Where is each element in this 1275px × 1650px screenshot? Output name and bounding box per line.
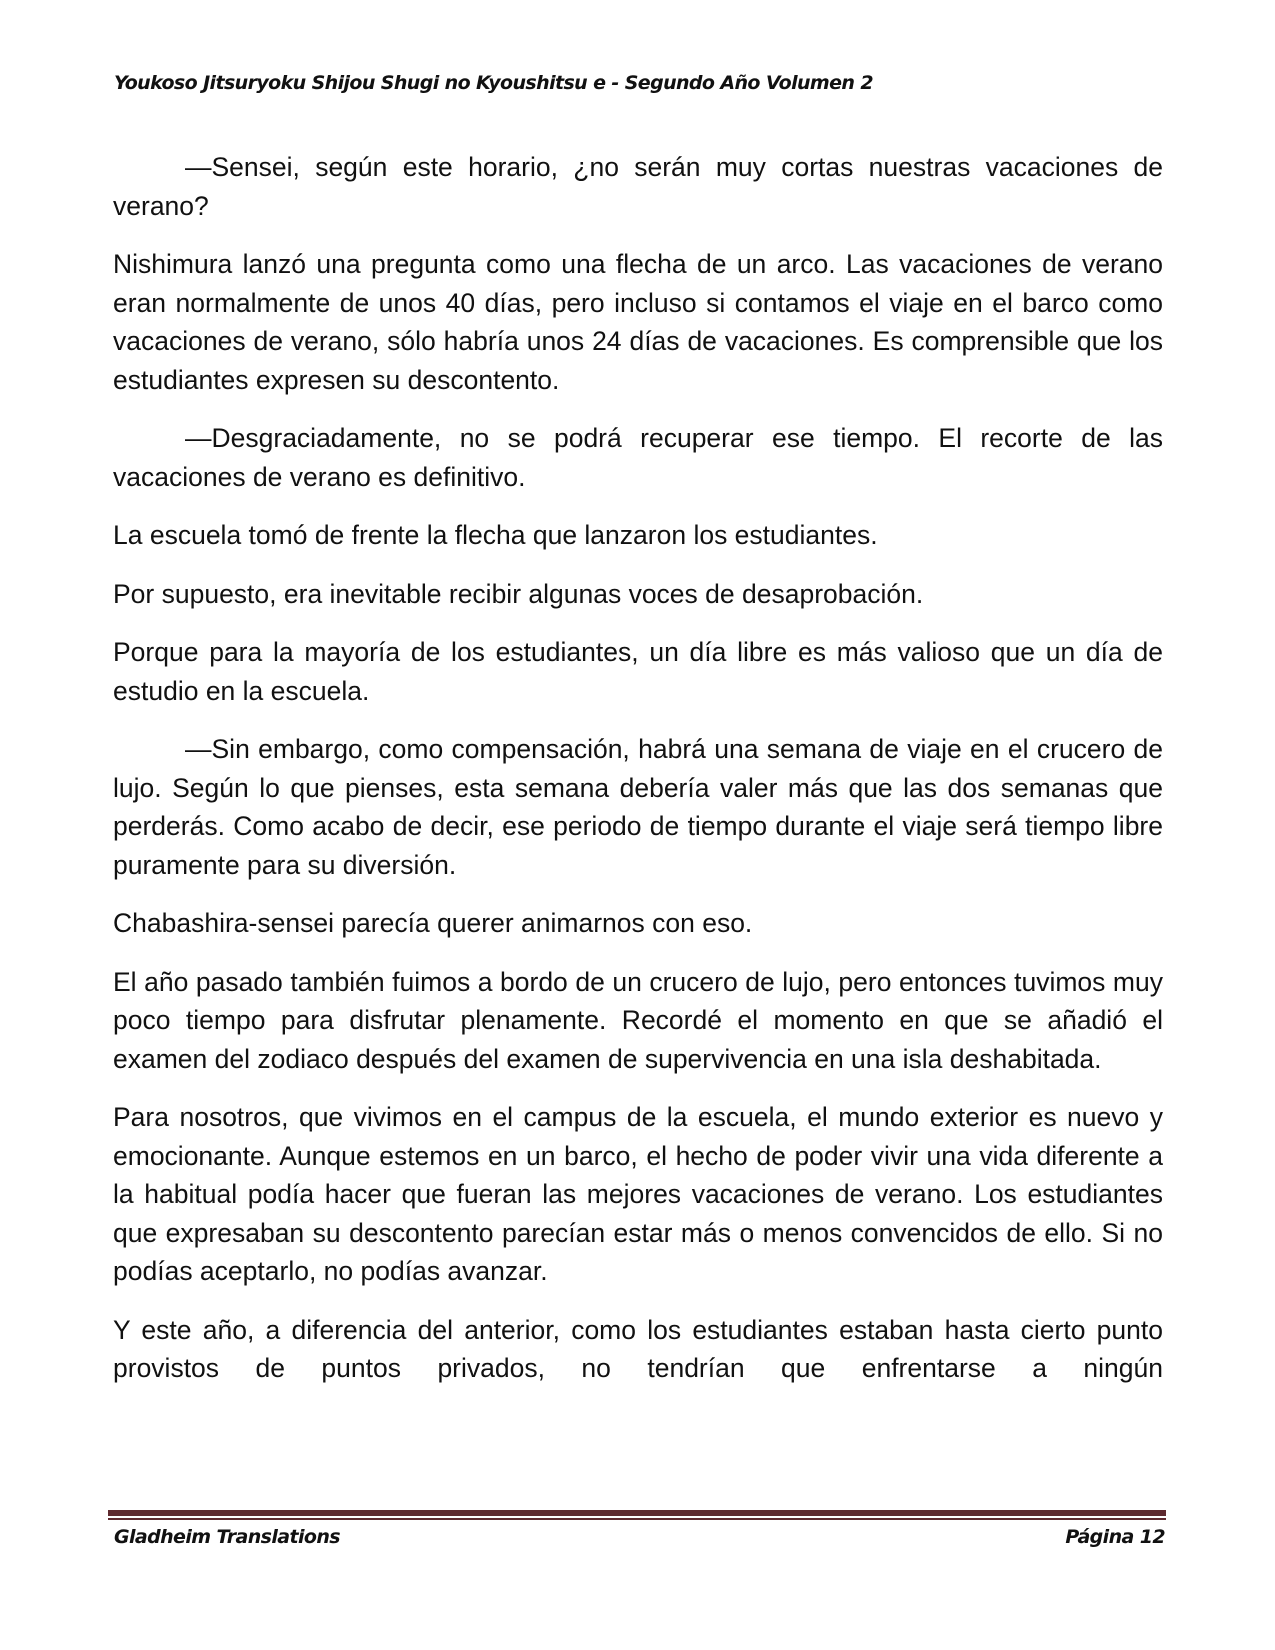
paragraph: —Sensei, según este horario, ¿no serán muy cortas nuestras vacaciones de verano? [113,152,1163,221]
paragraph: Chabashira-sensei parecía querer animarnos con eso. [113,908,753,938]
paragraph: Porque para la mayoría de los estudiantes, un día libre es más valioso que un día de estudio en la escuela. [113,637,1163,706]
page-body [113,148,1163,1408]
running-header: Youkoso Jitsuryoku Shijou Shugi no Kyoushitsu e - Segundo Año Volumen 2 [114,72,873,94]
page-number: Página 12 [1065,1526,1165,1548]
paragraph: El año pasado también fuimos a bordo de un crucero de lujo, pero entonces tuvimos muy poco tiempo para disfrutar plenamente. Recordé el momento en que se añadió el examen del zodiaco después del examen de supervivencia en una isla deshabitada. [113,966,1163,1074]
paragraph: Y este año, a diferencia del anterior, como los estudiantes estaban hasta cierto punto provistos de puntos privados, no tendrían que enfrentarse a ningún [113,1314,1163,1383]
footer-publisher: Gladheim Translations [114,1526,340,1548]
paragraph: La escuela tomó de frente la flecha que lanzaron los estudiantes. [113,520,878,550]
footer-rule-thin [108,1518,1166,1520]
footer-rule [108,1510,1166,1516]
paragraph: —Sin embargo, como compensación, habrá una semana de viaje en el crucero de lujo. Según lo que pienses, esta semana debería valer más que las dos semanas que perderás. Como acabo de decir, ese periodo de tiempo durante el viaje será tiempo libre puramente para su diversión. [113,734,1163,880]
paragraph: Para nosotros, que vivimos en el campus de la escuela, el mundo exterior es nuevo y emocionante. Aunque estemos en un barco, el hecho de poder vivir una vida diferente a la habitual podía hacer que fueran las mejores vacaciones de verano. Los estudiantes que expresaban su descontento parecían estar más o menos convencidos de ello. Si no podías aceptarlo, no podías avanzar. [113,1102,1163,1286]
paragraph: —Desgraciadamente, no se podrá recuperar ese tiempo. El recorte de las vacaciones de verano es definitivo. [113,423,1163,492]
paragraph: Nishimura lanzó una pregunta como una flecha de un arco. Las vacaciones de verano eran normalmente de unos 40 días, pero incluso si contamos el viaje en el barco como vacaciones de verano, sólo habría unos 24 días de vacaciones. Es comprensible que los estudiantes expresen su descontento. [113,249,1163,395]
paragraph: Por supuesto, era inevitable recibir algunas voces de desaprobación. [113,578,924,609]
